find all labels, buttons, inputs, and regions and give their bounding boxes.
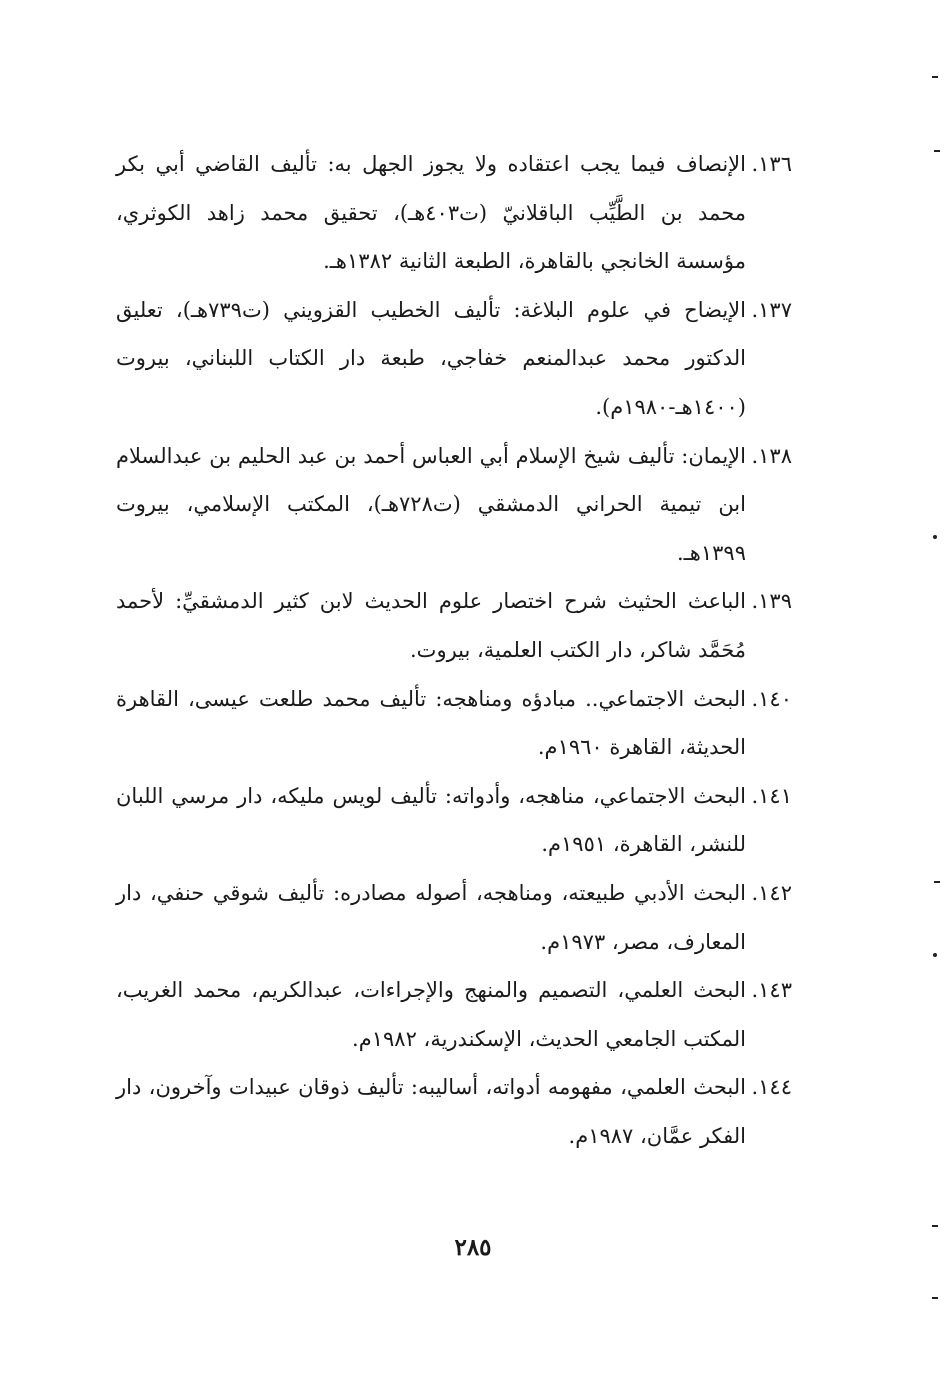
entry-text: البحث العلمي، التصميم والمنهج والإجراءات، عبدالكريم، محمد الغريب، المكتب الجامعي الحديث، الإسكندرية، ١٩٨٢م. (116, 978, 746, 1051)
entry-text: البحث الاجتماعي، مناهجه، وأدواته: تأليف لويس مليكه، دار مرسي اللبان للنشر، القاهرة، ١٩٥١م. (116, 783, 746, 857)
bibliography-entry-144 (116, 1063, 792, 1160)
bibliography-entry-140 (116, 675, 792, 772)
bibliography-entry-143 (116, 966, 792, 1063)
entry-number: ١٣٧. (751, 297, 792, 322)
entry-text: الباعث الحثيث شرح اختصار علوم الحديث لابن كثير الدمشقيِّ: لأحمد مُحَمَّد شاكر، دار الكتب العلمية، بيروت. (116, 589, 746, 662)
bibliography-list (116, 140, 792, 1160)
entry-number: ١٤٣. (751, 978, 792, 1003)
scan-mark (932, 76, 938, 78)
entry-number: ١٣٦. (751, 152, 792, 176)
bibliography-entry-136 (116, 140, 792, 286)
bibliography-entry-142 (116, 869, 792, 966)
bibliography-entry-137 (116, 286, 792, 432)
bibliography-entry-139 (116, 577, 792, 674)
scan-mark (932, 1225, 938, 1227)
entry-text: الإيضاح في علوم البلاغة: تأليف الخطيب القزويني (ت٧٣٩هـ)، تعليق الدكتور محمد عبدالمنعم خفاجي، طبعة دار الكتاب اللبناني، بيروت (١٤٠٠هـ-١٩٨٠م). (116, 297, 746, 419)
entry-number: ١٤٤. (751, 1075, 792, 1100)
scan-mark (934, 881, 940, 883)
bibliography-entry-141 (116, 772, 792, 869)
scan-mark (933, 953, 937, 957)
entry-text: البحث الأدبي طبيعته، ومناهجه، أصوله مصادره: تأليف شوقي حنفي، دار المعارف، مصر، ١٩٧٣م. (116, 880, 746, 954)
page-number: ٢٨٥ (454, 1234, 492, 1261)
entry-number: ١٤٢. (751, 880, 792, 905)
scan-mark (932, 1297, 938, 1299)
entry-number: ١٤٠. (751, 686, 792, 711)
entry-number: ١٤١. (751, 783, 792, 808)
bibliography-entry-138 (116, 432, 792, 578)
entry-text: البحث العلمي، مفهومه أدواته، أساليبه: تأليف ذوقان عبيدات وآخرون، دار الفكر عمَّان، ١٩٨٧م. (116, 1075, 746, 1148)
entry-text: البحث الاجتماعي.. مبادؤه ومناهجه: تأليف محمد طلعت عيسى، القاهرة الحديثة، القاهرة ١٩٦٠م. (116, 686, 746, 760)
entry-number: ١٣٩. (751, 589, 792, 614)
scan-mark (934, 150, 940, 152)
entry-text: الإيمان: تأليف شيخ الإسلام أبي العباس أحمد بن عبد الحليم بن عبدالسلام ابن تيمية الحراني الدمشقي (ت٧٢٨هـ)، المكتب الإسلامي، بيروت ١٣٩٩هـ. (116, 443, 746, 565)
entry-number: ١٣٨. (751, 443, 792, 468)
entry-text: الإنصاف فيما يجب اعتقاده ولا يجوز الجهل به: تأليف القاضي أبي بكر محمد بن الطَّيِّب الباقلانيّ (ت٤٠٣هـ)، تحقيق محمد زاهد الكوثري، مؤسسة الخانجي بالقاهرة، الطبعة الثانية ١٣٨٢هـ. (116, 152, 746, 274)
scan-mark (933, 535, 937, 539)
